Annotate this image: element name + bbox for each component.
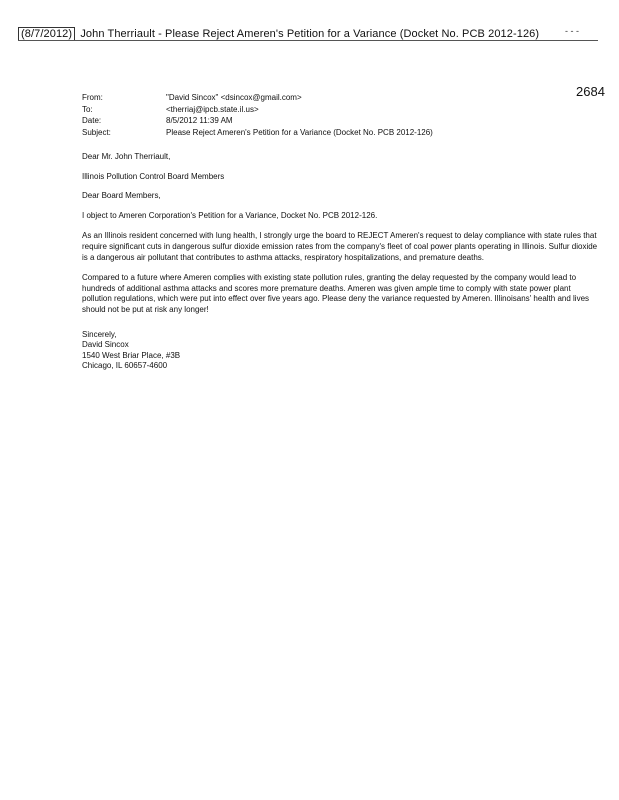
dear-board: Dear Board Members, bbox=[82, 191, 161, 201]
letter-body bbox=[82, 152, 600, 372]
page-number: 2684 bbox=[576, 84, 605, 99]
signature-closing: Sincerely, bbox=[82, 329, 117, 339]
meta-to-row bbox=[82, 104, 433, 116]
document-header bbox=[18, 28, 539, 40]
meta-subject-value: Please Reject Ameren's Petition for a Variance (Docket No. PCB 2012-126) bbox=[166, 127, 433, 137]
meta-to-label: To: bbox=[82, 104, 93, 114]
meta-date-value: 8/5/2012 11:39 AM bbox=[166, 116, 233, 125]
meta-date-row bbox=[82, 115, 433, 127]
corner-mark: - - - bbox=[565, 26, 579, 36]
meta-from-value: "David Sincox" <dsincox@gmail.com> bbox=[166, 93, 302, 102]
email-meta-block bbox=[82, 92, 433, 138]
board-line: Illinois Pollution Control Board Members bbox=[82, 171, 225, 181]
header-date: (8/7/2012) bbox=[18, 27, 75, 41]
meta-to-value: <therriaj@ipcb.state.il.us> bbox=[166, 104, 259, 114]
signature-address-1: 1540 West Briar Place, #3B bbox=[82, 350, 181, 360]
meta-date-label: Date: bbox=[82, 116, 102, 125]
signature-block bbox=[82, 330, 600, 372]
meta-subject-label: Subject: bbox=[82, 127, 111, 137]
meta-subject-row bbox=[82, 127, 433, 139]
meta-from-row bbox=[82, 92, 433, 104]
paragraph-2: Compared to a future where Ameren complies with existing state pollution rules, granting the delay requested by the company would lead to hundreds of additional asthma attacks and scores more premature deaths. Ameren was given ample time to comply with state power plant pollution regulations, which were put into effect over five years ago. Please deny the variance requested by Ameren. Illinoisans' health and lives should not be put at risk any longer! bbox=[82, 273, 590, 314]
header-title: John Therriault - Please Reject Ameren's Petition for a Variance (Docket No. PCB 2012-126) bbox=[80, 28, 540, 40]
signature-address-2: Chicago, IL 60657-4600 bbox=[82, 361, 168, 371]
objection-line: I object to Ameren Corporation's Petition for a Variance, Docket No. PCB 2012-126. bbox=[82, 210, 378, 220]
meta-from-label: From: bbox=[82, 93, 103, 102]
salutation: Dear Mr. John Therriault, bbox=[82, 152, 171, 161]
signature-name: David Sincox bbox=[82, 340, 129, 350]
header-divider bbox=[18, 40, 598, 41]
paragraph-1: As an Illinois resident concerned with lung health, I strongly urge the board to REJECT Ameren's request to delay compliance with state rules that require significant cuts in dangerous sulfur dioxide emission rates from the company's fleet of coal power plants operating in Illinois. Sulfur dioxide is a dangerous air pollutant that contributes to asthma attacks, respiratory hospitalizations, and premature deaths. bbox=[82, 231, 598, 262]
